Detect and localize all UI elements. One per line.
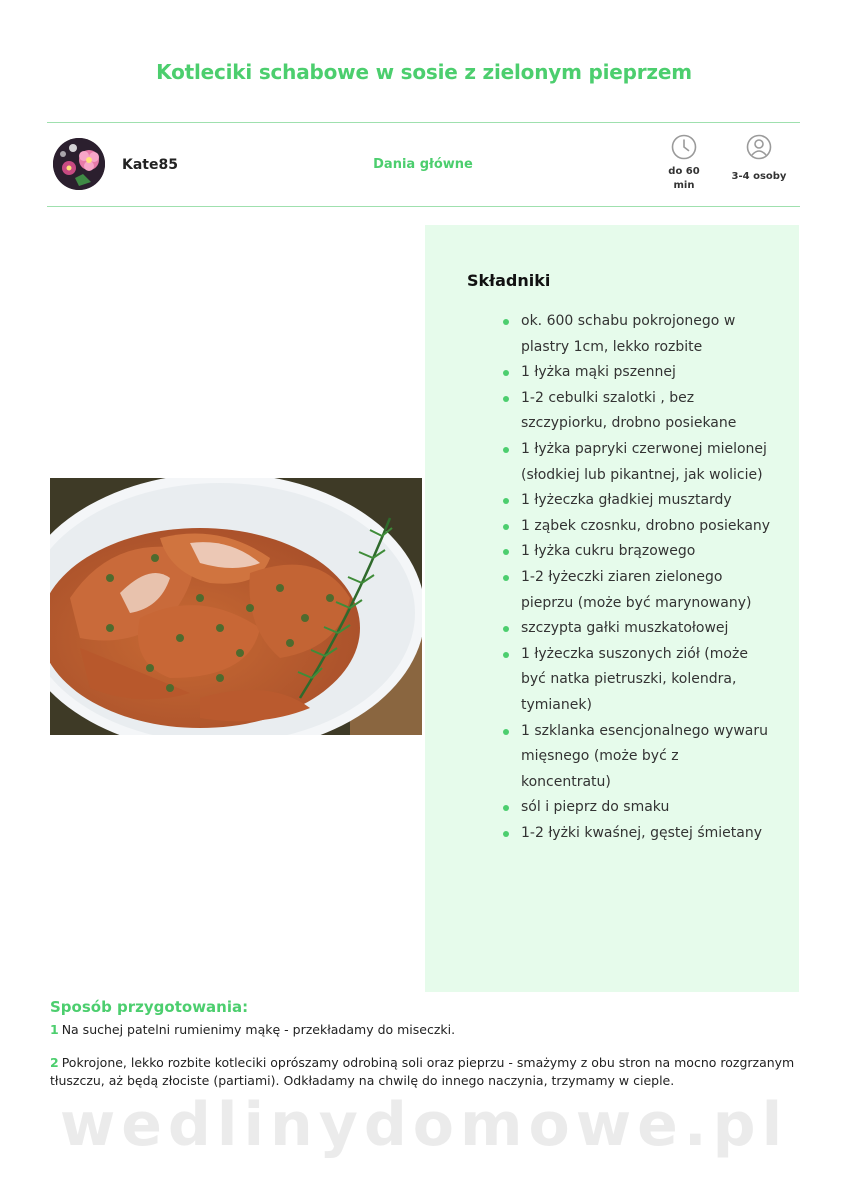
- ingredients-panel: [425, 225, 799, 992]
- ingredient-item: 1-2 łyżeczki ziaren zielonego pieprzu (może być marynowany): [521, 565, 771, 616]
- servings-label: 3-4 osoby: [731, 171, 787, 182]
- prep-time: [660, 133, 708, 193]
- dish-photo: [50, 478, 422, 735]
- header-divider-top: [47, 122, 800, 123]
- ingredient-item: 1 łyżka cukru brązowego: [521, 539, 771, 565]
- ingredient-item: 1 łyżeczka gładkiej musztardy: [521, 488, 771, 514]
- ingredient-item: 1-2 łyżki kwaśnej, gęstej śmietany: [521, 821, 771, 847]
- ingredient-item: 1 szklanka esencjonalnego wywaru mięsnego (może być z koncentratu): [521, 719, 771, 796]
- ingredient-item: 1 ząbek czosnku, drobno posiekany: [521, 514, 771, 540]
- step-text: Na suchej patelni rumienimy mąkę - przekładamy do miseczki.: [61, 1022, 456, 1037]
- method-title: Sposób przygotowania:: [50, 998, 249, 1016]
- prep-time-label: do 60 min: [668, 166, 700, 191]
- clock-icon: [670, 133, 698, 161]
- method-step: [50, 1054, 802, 1090]
- ingredient-item: 1 łyżka papryki czerwonej mielonej (słodkiej lub pikantnej, jak wolicie): [521, 437, 771, 488]
- recipe-title: Kotleciki schabowe w sosie z zielonym pieprzem: [156, 60, 692, 84]
- author-name[interactable]: Kate85: [122, 157, 178, 173]
- ingredient-item: szczypta gałki muszkatołowej: [521, 616, 771, 642]
- header-divider-bottom: [47, 206, 800, 207]
- step-text: Pokrojone, lekko rozbite kotleciki oprószamy odrobiną soli oraz pieprzu - smażymy z obu stron na mocno rozgrzanym tłuszczu, aż będą złociste (partiami). Odkładamy na chwilę do innego naczynia, trzymamy w cieple.: [50, 1055, 795, 1088]
- author-avatar[interactable]: [53, 138, 105, 190]
- ingredient-item: 1 łyżka mąki pszennej: [521, 360, 771, 386]
- ingredient-item: 1 łyżeczka suszonych ziół (może być natka pietruszki, kolendra, tymianek): [521, 642, 771, 719]
- step-number: 1: [50, 1022, 59, 1037]
- user-icon: [745, 133, 773, 161]
- servings: [728, 133, 790, 184]
- ingredient-item: sól i pieprz do smaku: [521, 795, 771, 821]
- ingredient-item: ok. 600 schabu pokrojonego w plastry 1cm, lekko rozbite: [521, 309, 771, 360]
- ingredients-title: Składniki: [467, 271, 551, 290]
- ingredients-list: [521, 309, 771, 846]
- recipe-category[interactable]: Dania główne: [373, 157, 473, 172]
- step-number: 2: [50, 1055, 59, 1070]
- site-watermark: wedlinydomowe.pl: [59, 1090, 789, 1160]
- ingredient-item: 1-2 cebulki szalotki , bez szczypiorku, drobno posiekane: [521, 386, 771, 437]
- method-step: [50, 1021, 802, 1039]
